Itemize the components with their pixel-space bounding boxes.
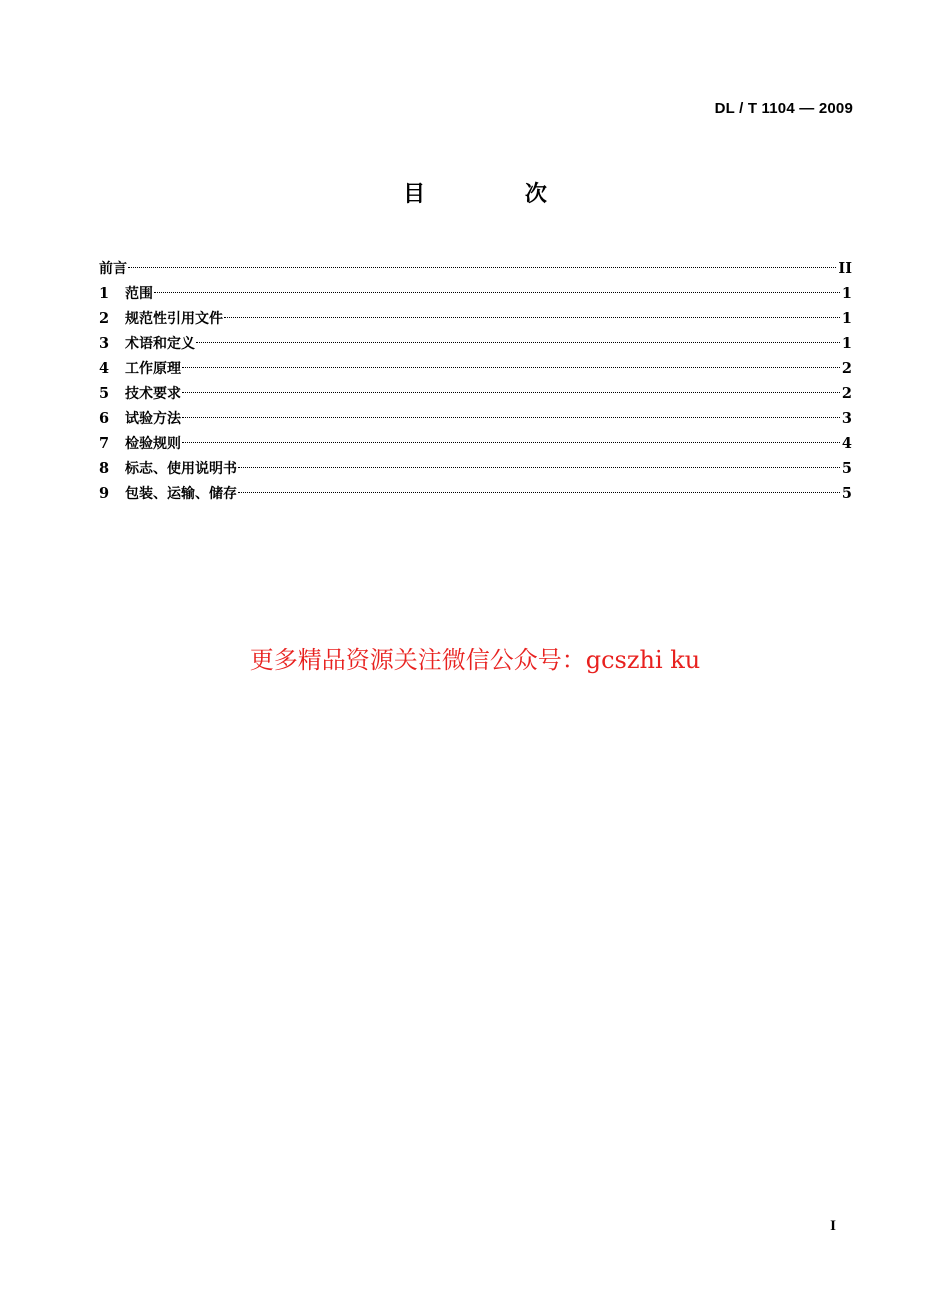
toc-entry-marking-manual[interactable]: [99, 458, 852, 483]
toc-entry-terms-definitions[interactable]: [99, 333, 852, 358]
toc-dot-leader: [224, 317, 840, 318]
toc-entry-number: 2: [99, 310, 110, 327]
toc-dot-leader: [196, 342, 840, 343]
toc-entry-preface[interactable]: [99, 258, 852, 283]
toc-list: [99, 258, 852, 508]
toc-entry-label: 检验规则: [125, 436, 181, 452]
page-number: I: [830, 1218, 836, 1234]
toc-entry-page: 1: [841, 335, 852, 352]
toc-entry-page: 5: [841, 460, 852, 477]
toc-entry-number: 6: [99, 410, 110, 427]
toc-entry-scope[interactable]: [99, 283, 852, 308]
toc-entry-page: 3: [841, 410, 852, 427]
toc-entry-page: 1: [841, 285, 852, 302]
toc-entry-number: 4: [99, 360, 110, 377]
standard-code: DL / T 1104 — 2009: [714, 100, 853, 117]
toc-entry-label: 包装、运输、储存: [125, 486, 237, 502]
toc-entry-page: II: [838, 260, 852, 277]
toc-entry-page: 5: [841, 485, 852, 502]
toc-entry-label: 工作原理: [125, 361, 181, 377]
toc-entry-technical-requirements[interactable]: [99, 383, 852, 408]
toc-entry-working-principle[interactable]: [99, 358, 852, 383]
toc-entry-inspection-rules[interactable]: [99, 433, 852, 458]
toc-entry-page: 2: [841, 360, 852, 377]
toc-entry-page: 1: [841, 310, 852, 327]
toc-entry-number: 7: [99, 435, 110, 452]
toc-entry-label: 标志、使用说明书: [125, 461, 237, 477]
toc-dot-leader: [238, 467, 840, 468]
toc-entry-page: 2: [841, 385, 852, 402]
toc-entry-label: 术语和定义: [125, 336, 195, 352]
toc-entry-label: 规范性引用文件: [125, 311, 223, 327]
toc-entry-number: 5: [99, 385, 110, 402]
toc-entry-label: 技术要求: [125, 386, 181, 402]
toc-entry-number: 9: [99, 485, 110, 502]
toc-dot-leader: [182, 392, 840, 393]
toc-dot-leader: [238, 492, 840, 493]
watermark-notice: 更多精品资源关注微信公众号：gcszhi ku: [249, 646, 701, 674]
toc-entry-label: 范围: [125, 286, 153, 302]
toc-entry-number: 8: [99, 460, 110, 477]
toc-dot-leader: [182, 367, 840, 368]
toc-title: 目 次: [403, 182, 593, 207]
toc-entry-label: 前言: [99, 261, 127, 277]
toc-entry-page: 4: [841, 435, 852, 452]
toc-dot-leader: [128, 267, 836, 268]
toc-entry-label: 试验方法: [125, 411, 181, 427]
toc-entry-packaging-transport-storage[interactable]: [99, 483, 852, 508]
toc-dot-leader: [154, 292, 840, 293]
toc-entry-test-methods[interactable]: [99, 408, 852, 433]
toc-entry-normative-references[interactable]: [99, 308, 852, 333]
toc-dot-leader: [182, 417, 840, 418]
toc-dot-leader: [182, 442, 840, 443]
toc-entry-number: 3: [99, 335, 110, 352]
toc-entry-number: 1: [99, 285, 110, 302]
